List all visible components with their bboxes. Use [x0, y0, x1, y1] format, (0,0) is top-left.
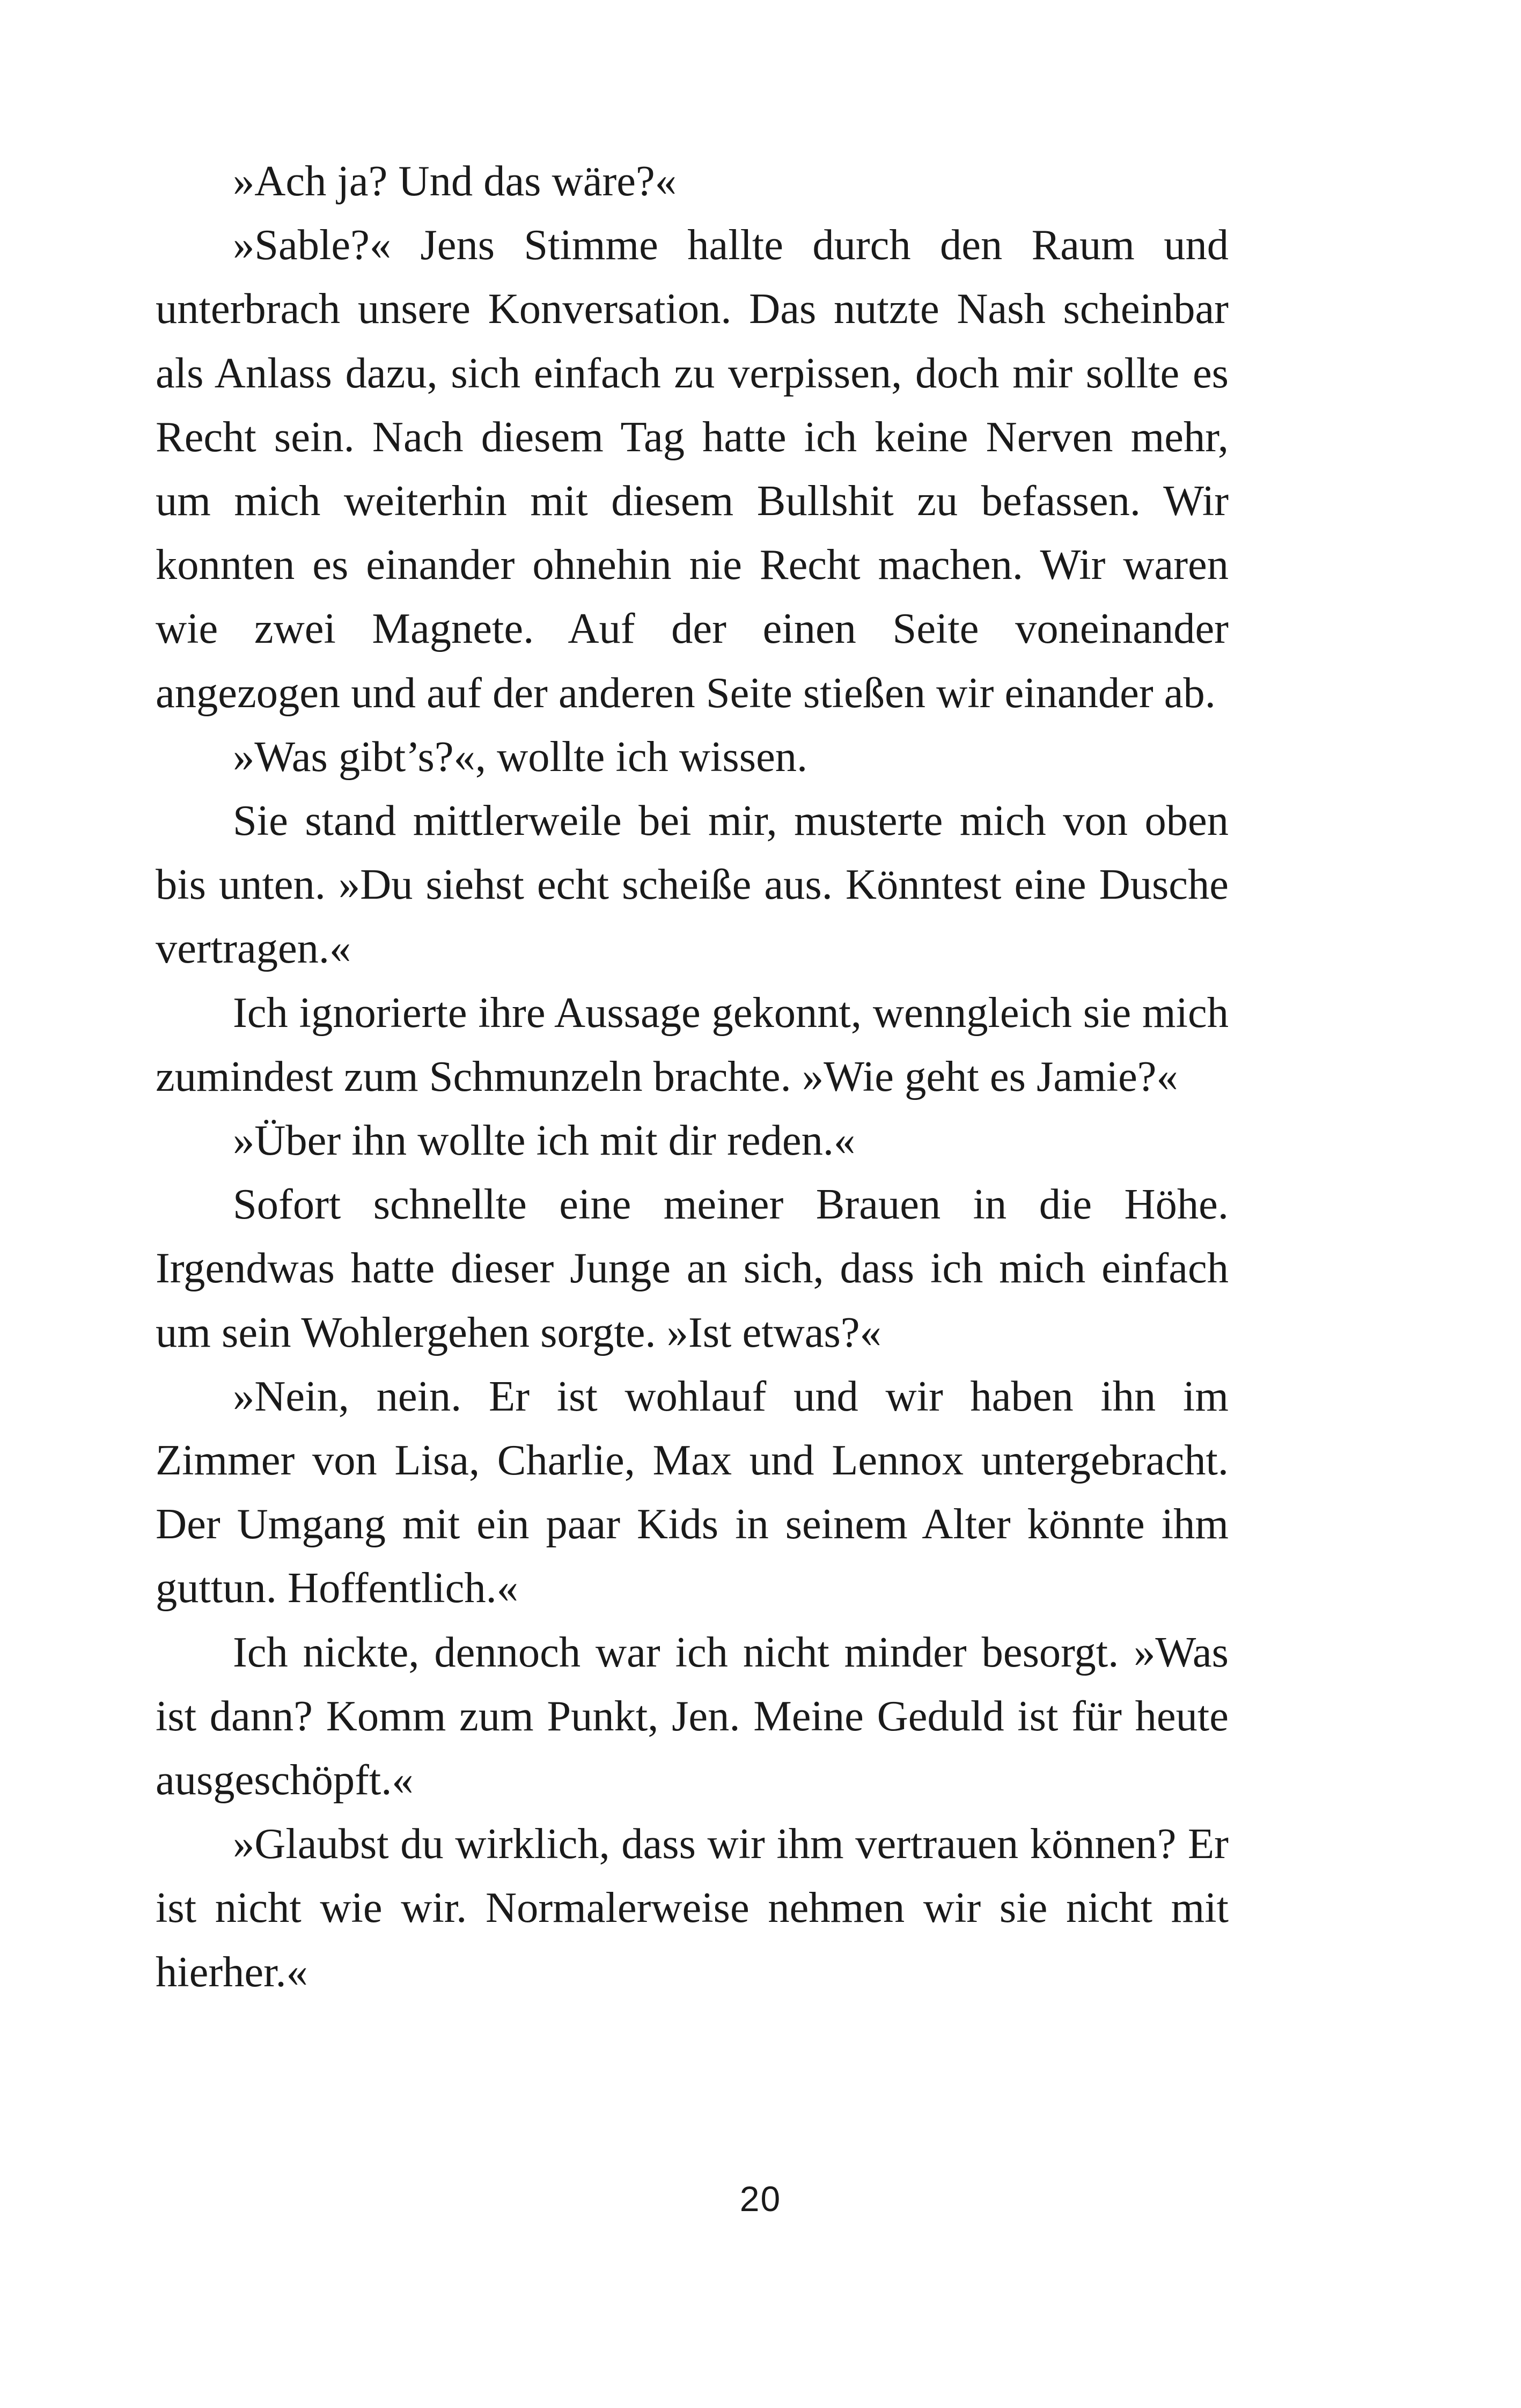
paragraph: Sie stand mittlerweile bei mir, musterte mich von oben bis unten. »Du siehst echt scheiße aus. Könntest eine Dusche vertragen.« — [156, 797, 1229, 973]
paragraph: »Über ihn wollte ich mit dir reden.« — [233, 1117, 856, 1165]
paragraph: »Sable?« Jens Stimme hallte durch den Raum und unterbrach unsere Konversation. Das nutzte Nash scheinbar als Anlass dazu, sich einfach zu verpissen, doch mir sollte es Recht sein. Nach diesem Tag hatte ich keine Nerven mehr, um mich weiterhin mit diesem Bullshit zu befassen. Wir konnten es einander ohnehin nie Recht machen. Wir waren wie zwei Magnete. Auf der einen Seite voneinander angezogen und auf der anderen Seite stießen wir einander ab. — [156, 221, 1229, 717]
paragraph: Ich nickte, dennoch war ich nicht minder besorgt. »Was ist dann? Komm zum Punkt, Jen. Meine Geduld ist für heute ausgeschöpft.« — [156, 1628, 1229, 1804]
paragraph: »Glaubst du wirklich, dass wir ihm vertrauen können? Er ist nicht wie wir. Normalerweise nehmen wir sie nicht mit hierher.« — [156, 1820, 1229, 1996]
paragraph: Ich ignorierte ihre Aussage gekonnt, wenngleich sie mich zumindest zum Schmunzeln brachte. »Wie geht es Jamie?« — [156, 988, 1229, 1100]
body-text — [156, 149, 1229, 2004]
paragraph: »Nein, nein. Er ist wohlauf und wir haben ihn im Zimmer von Lisa, Charlie, Max und Lennox untergebracht. Der Umgang mit ein paar Kids in seinem Alter könnte ihm guttun. Hoffentlich.« — [156, 1372, 1229, 1612]
page-number: 20 — [739, 2179, 782, 2219]
paragraph: Sofort schnellte eine meiner Brauen in die Höhe. Irgendwas hatte dieser Junge an sich, dass ich mich einfach um sein Wohlergehen sorgte. »Ist etwas?« — [156, 1180, 1229, 1356]
paragraph: »Ach ja? Und das wäre?« — [233, 157, 677, 205]
paragraph: »Was gibt’s?«, wollte ich wissen. — [233, 732, 808, 781]
